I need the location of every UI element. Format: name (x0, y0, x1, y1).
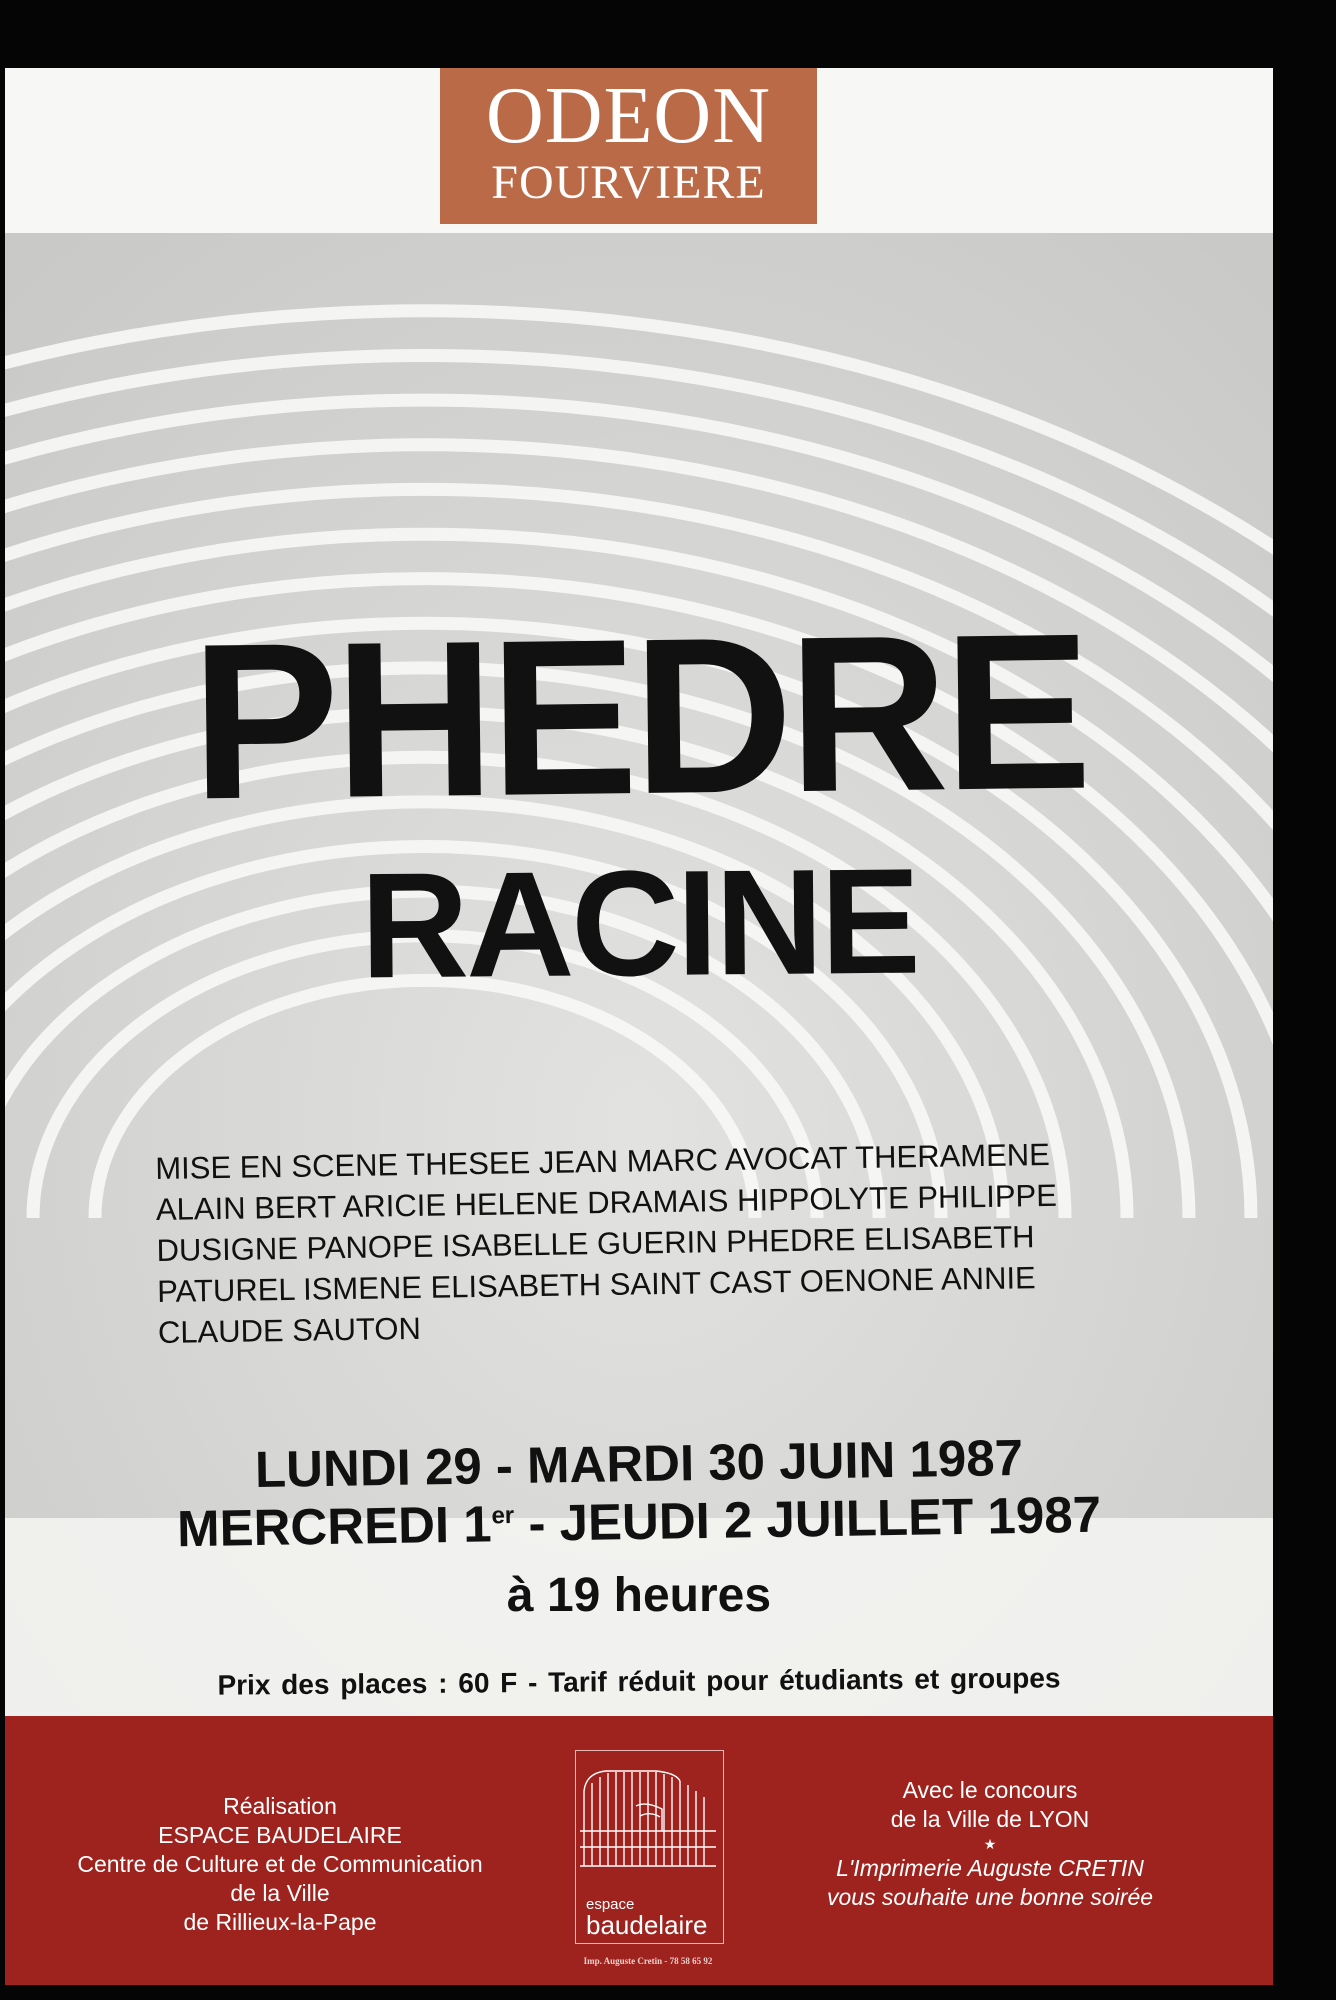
footer-credits-left (45, 1792, 515, 1937)
odeon-fourviere-logo (440, 68, 817, 224)
printer-credit: Imp. Auguste Cretin - 78 58 65 92 (583, 1956, 713, 1966)
ticket-price: Prix des places : 60 F - Tarif réduit pour étudiants et groupes (217, 1662, 1061, 1701)
logo-line-odeon: ODEON (486, 72, 771, 160)
date-line-2-superscript: er (491, 1501, 515, 1530)
footer-left-line: Réalisation (223, 1793, 337, 1819)
footer-right-line: de la Ville de LYON (890, 1806, 1090, 1832)
footer-left-line: de Rillieux-la-Pape (183, 1909, 377, 1935)
poster (5, 68, 1273, 1985)
footer-left-line: de la Ville (230, 1880, 330, 1906)
logo-line-fourviere: FOURVIERE (491, 156, 766, 209)
star-icon: ★ (983, 1836, 997, 1852)
footer-right-line: L'Imprimerie Auguste CRETIN (836, 1855, 1144, 1881)
logo-word-baudelaire: baudelaire (586, 1910, 708, 1940)
espace-baudelaire-logo (575, 1750, 724, 1944)
show-time: à 19 heures (506, 1569, 772, 1622)
footer-credits-right (790, 1776, 1190, 1912)
date-line-2-end: - JEUDI 2 JUILLET 1987 (513, 1485, 1102, 1552)
logo-word-espace: espace (586, 1896, 635, 1913)
footer-right-line: Avec le concours (902, 1777, 1078, 1803)
footer-left-line: Centre de Culture et de Communication (77, 1851, 483, 1877)
date-line-1: LUNDI 29 - MARDI 30 JUIN 1987 (254, 1428, 1024, 1499)
play-author: RACINE (359, 836, 919, 1010)
footer-left-line: ESPACE BAUDELAIRE (158, 1822, 402, 1848)
cast-list: MISE EN SCENE THESEE JEAN MARC AVOCAT THERAMENE ALAIN BERT ARICIE HELENE DRAMAIS HIPPOLYTE PHILIPPE DUSIGNE PANOPE ISABELLE GUERIN PHEDRE ELISABETH PATUREL ISMENE ELISABETH SAINT CAST OENONE ANNIE CLAUDE SAUTON (155, 1136, 1058, 1350)
footer-right-line: vous souhaite une bonne soirée (826, 1884, 1154, 1910)
date-line-2-start: MERCREDI 1 (176, 1495, 493, 1558)
play-title: PHEDRE (189, 587, 1089, 847)
building-icon (576, 1751, 723, 1891)
footer-band (5, 1716, 1273, 1985)
